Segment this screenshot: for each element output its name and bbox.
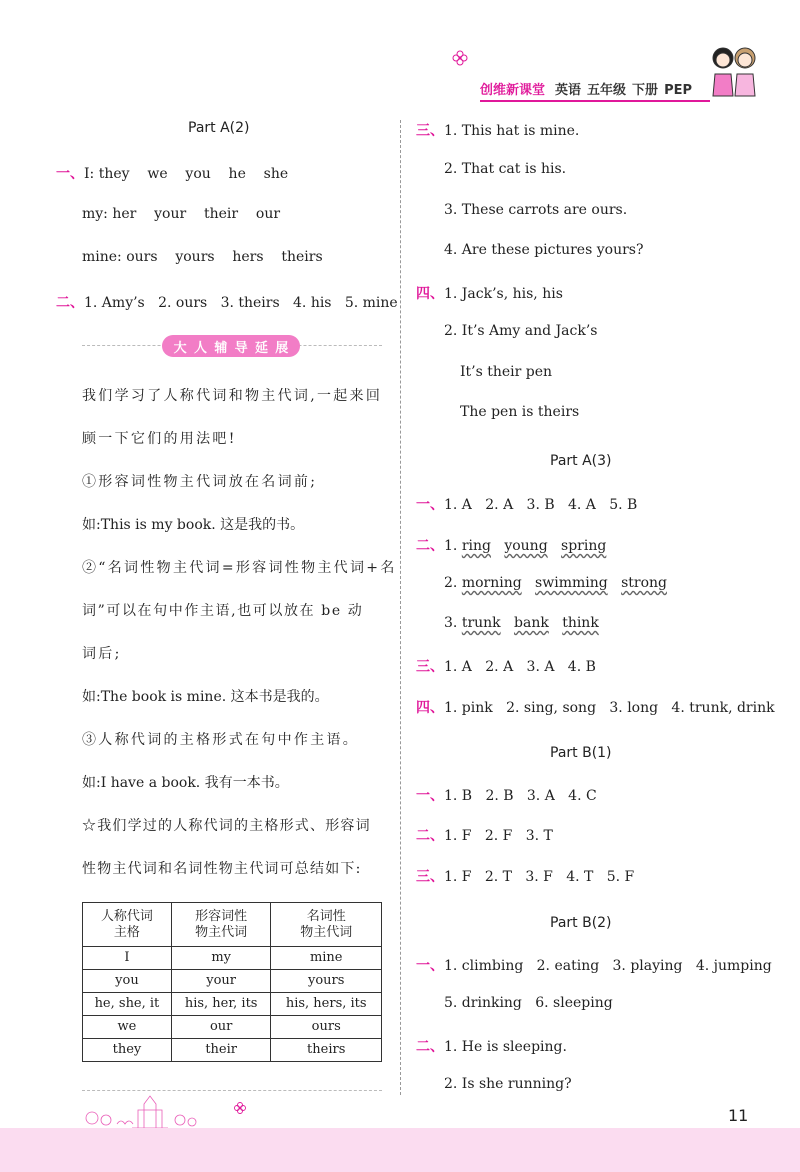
b2-q2-line-2: 2. Is she running? xyxy=(444,1076,572,1092)
b1-q1-line: 一、1. B 2. B 3. A 4. C xyxy=(416,788,597,804)
note-line: ②“名词性物主代词=形容词性物主代词+名 xyxy=(82,560,397,576)
pronoun-table xyxy=(82,902,382,1062)
a2-q4-line-2: 2. It’s Amy and Jack’s xyxy=(444,323,598,339)
table-row xyxy=(83,1039,382,1062)
header-subject: 英语 xyxy=(555,83,582,98)
table-row xyxy=(83,970,382,993)
q1-line-3: mine: ours yours hers theirs xyxy=(82,249,323,265)
question-number: 一、 xyxy=(56,166,84,182)
underlined-word: trunk xyxy=(461,615,501,631)
note-line: ☆我们学过的人称代词的主格形式、形容词 xyxy=(82,818,371,834)
a2-q3-line-1: 三、1. This hat is mine. xyxy=(416,123,580,139)
girls-illustration-icon xyxy=(705,40,765,102)
table-row xyxy=(83,947,382,970)
table-cell: ours xyxy=(271,1016,382,1039)
table-row xyxy=(83,1016,382,1039)
table-cell: I xyxy=(83,947,172,970)
question-number: 四、 xyxy=(416,286,444,302)
b2-q1-line-2: 5. drinking 6. sleeping xyxy=(444,995,613,1011)
a2-q4-line-3: It’s their pen xyxy=(460,364,553,380)
section-title-part-b1: Part B(1) xyxy=(550,745,612,761)
table-cell: his, hers, its xyxy=(271,993,382,1016)
table-cell: theirs xyxy=(271,1039,382,1062)
tutor-extension-banner xyxy=(162,335,300,357)
table-cell: their xyxy=(171,1039,271,1062)
q1-line-1 xyxy=(56,163,288,183)
header-term: 下册 xyxy=(632,83,659,98)
flower-icon xyxy=(232,1100,248,1116)
underlined-word: young xyxy=(504,538,548,554)
header-text xyxy=(480,79,692,98)
underlined-word: morning xyxy=(461,575,522,591)
flower-icon xyxy=(450,48,470,68)
section-title-part-a3: Part A(3) xyxy=(550,453,612,469)
section-title-part-a2: Part A(2) xyxy=(188,120,250,136)
table-cell: my xyxy=(171,947,271,970)
table-header-row xyxy=(83,903,382,947)
underlined-word: ring xyxy=(461,538,491,554)
a3-q2-line-2: 2. morning swimming strong xyxy=(444,575,667,591)
question-number: 三、 xyxy=(416,123,444,139)
note-line: 如:The book is mine. 这本书是我的。 xyxy=(82,689,329,705)
question-number: 四、 xyxy=(416,700,444,716)
table-header-cell: 形容词性 物主代词 xyxy=(171,903,271,947)
note-line: 如:I have a book. 我有一本书。 xyxy=(82,775,289,791)
a3-q4-line: 四、1. pink 2. sing, song 3. long 4. trunk, drink xyxy=(416,700,775,716)
footer-band xyxy=(0,1128,800,1172)
b2-q2-line-1: 二、1. He is sleeping. xyxy=(416,1039,567,1055)
note-line: 性物主代词和名词性物主代词可总结如下: xyxy=(82,861,362,877)
header-grade: 五年级 xyxy=(587,83,627,98)
note-line: 如:This is my book. 这是我的书。 xyxy=(82,517,305,533)
banner-char: 延 xyxy=(254,340,268,356)
page-number: 11 xyxy=(728,1106,749,1125)
section-title-part-b2: Part B(2) xyxy=(550,915,612,931)
note-line: 词后; xyxy=(82,646,122,662)
brand-name: 创维新课堂 xyxy=(480,83,546,98)
question-number: 一、 xyxy=(416,958,444,974)
table-cell: yours xyxy=(271,970,382,993)
underlined-word: bank xyxy=(514,615,549,631)
table-cell: you xyxy=(83,970,172,993)
underlined-word: spring xyxy=(561,538,607,554)
note-line: 我们学习了人称代词和物主代词,一起来回 xyxy=(82,388,383,404)
table-cell: his, her, its xyxy=(171,993,271,1016)
header-edition: PEP xyxy=(664,83,692,98)
underlined-word: strong xyxy=(621,575,667,591)
a3-q3-line: 三、1. A 2. A 3. A 4. B xyxy=(416,659,596,675)
q1-text-1: I: they we you he she xyxy=(84,166,289,182)
b1-q3-line: 三、1. F 2. T 3. F 4. T 5. F xyxy=(416,869,635,885)
table-cell: mine xyxy=(271,947,382,970)
table-cell: your xyxy=(171,970,271,993)
table-cell: they xyxy=(83,1039,172,1062)
table-header-cell: 人称代词 主格 xyxy=(83,903,172,947)
table-cell: he, she, it xyxy=(83,993,172,1016)
a2-q4-line-4: The pen is theirs xyxy=(460,404,580,420)
question-number: 二、 xyxy=(56,295,84,311)
a3-q1-line: 一、1. A 2. A 3. B 4. A 5. B xyxy=(416,497,638,513)
a3-q2-line-3: 3. trunk bank think xyxy=(444,615,599,631)
table-cell: our xyxy=(171,1016,271,1039)
question-number: 一、 xyxy=(416,788,444,804)
a2-q3-line-3: 3. These carrots are ours. xyxy=(444,202,628,218)
note-line: 词”可以在句中作主语,也可以放在 be 动 xyxy=(82,603,364,619)
a2-q4-line-1: 四、1. Jack’s, his, his xyxy=(416,286,563,302)
note-line: ①形容词性物主代词放在名词前; xyxy=(82,474,318,490)
table-cell: we xyxy=(83,1016,172,1039)
q2-text: 1. Amy’s 2. ours 3. theirs 4. his 5. mine xyxy=(84,295,398,311)
page-header xyxy=(480,70,770,100)
a2-q3-line-2: 2. That cat is his. xyxy=(444,161,567,177)
table-header-cell: 名词性 物主代词 xyxy=(271,903,382,947)
table-row xyxy=(83,993,382,1016)
banner-char: 导 xyxy=(234,340,248,356)
note-line: 顾一下它们的用法吧! xyxy=(82,431,237,447)
banner-char: 展 xyxy=(275,340,289,356)
header-underline xyxy=(480,100,710,102)
note-line: ③人称代词的主格形式在句中作主语。 xyxy=(82,732,360,748)
question-number: 二、 xyxy=(416,538,444,554)
question-number: 一、 xyxy=(416,497,444,513)
banner-char: 大 xyxy=(173,340,187,356)
underlined-word: swimming xyxy=(535,575,608,591)
banner-char: 人 xyxy=(193,340,207,356)
question-number: 二、 xyxy=(416,1039,444,1055)
question-number: 二、 xyxy=(416,828,444,844)
column-divider xyxy=(400,120,401,1095)
question-number: 三、 xyxy=(416,659,444,675)
b2-q1-line-1: 一、1. climbing 2. eating 3. playing 4. jumping xyxy=(416,958,772,974)
a2-q3-line-4: 4. Are these pictures yours? xyxy=(444,242,644,258)
q1-line-2: my: her your their our xyxy=(82,206,281,222)
q2-line xyxy=(56,292,398,312)
underlined-word: think xyxy=(562,615,599,631)
castle-illustration-icon xyxy=(72,1090,202,1130)
banner-char: 辅 xyxy=(214,340,228,356)
b1-q2-line: 二、1. F 2. F 3. T xyxy=(416,828,553,844)
question-number: 三、 xyxy=(416,869,444,885)
a3-q2-line-1: 二、1. ring young spring xyxy=(416,538,607,554)
